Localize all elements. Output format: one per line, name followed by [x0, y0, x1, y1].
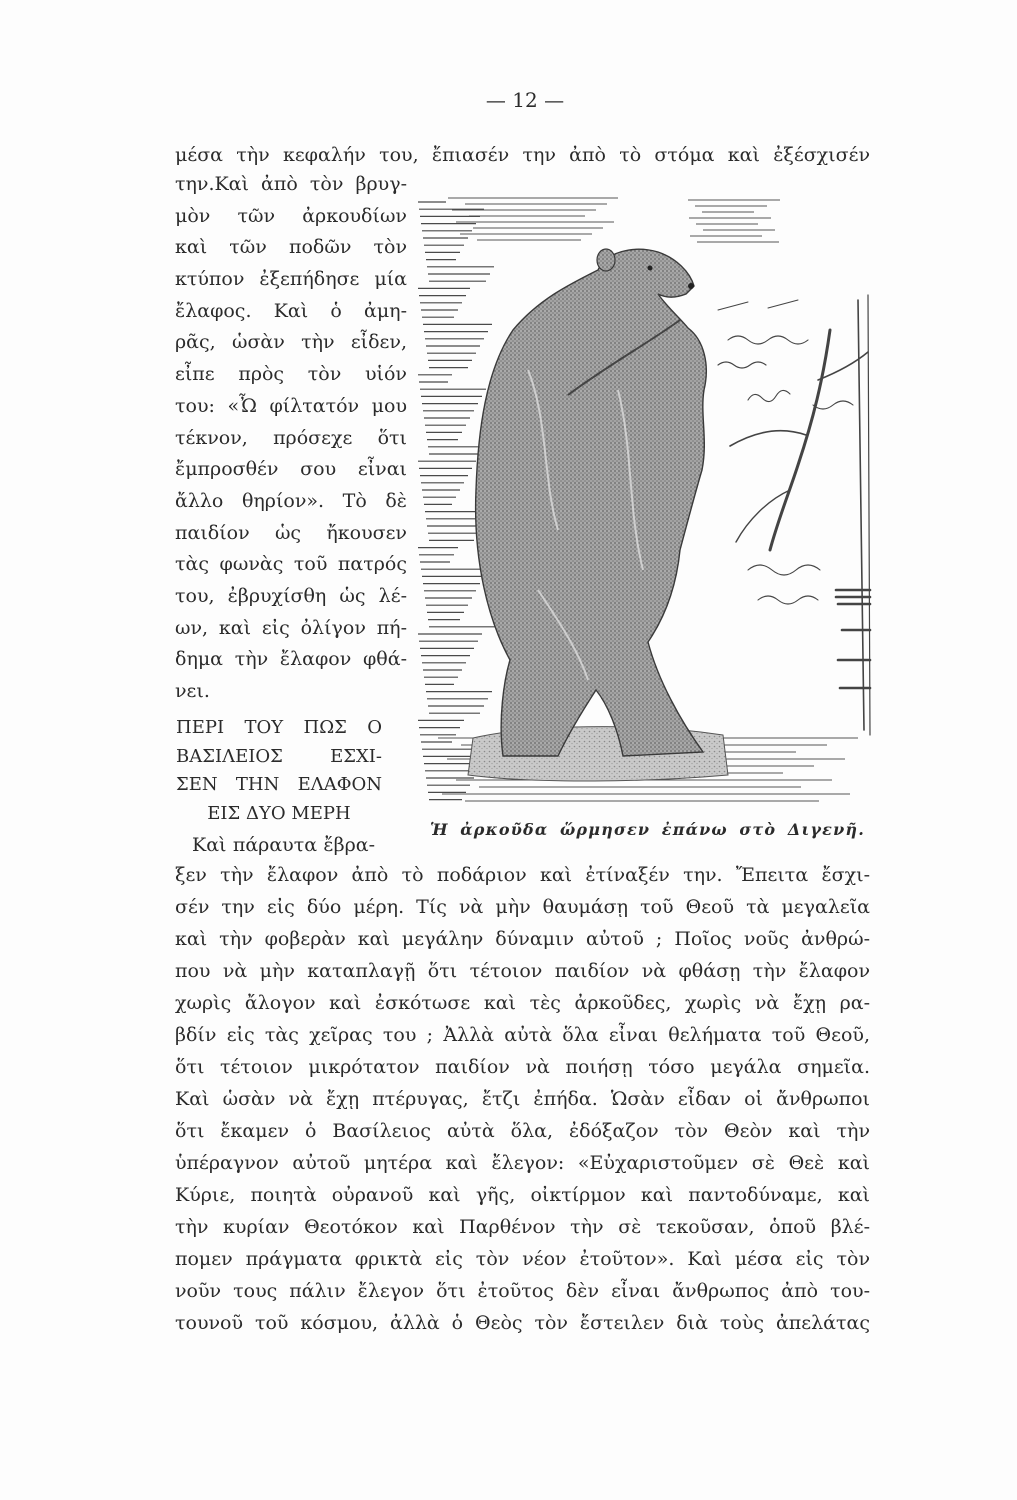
text-line: ξεν τὴν ἔλαφον ἀπὸ τὸ ποδάριον καὶ ἐτίναξέν την. Ἔπειτα ἔσχι- [175, 864, 870, 886]
text-line: ὅτι τέτοιον μικρότατον παιδίον νὰ ποιήσῃ τόσο μεγάλα σημεῖα. [175, 1056, 870, 1078]
text-line: ρᾶς, ὡσὰν τὴν εἶδεν, [175, 331, 407, 354]
body-text-block [175, 859, 870, 1339]
text-line: ἔλαφος. Καὶ ὁ ἀμη- [175, 299, 407, 322]
text-line: τουνοῦ τοῦ κόσμου, ἀλλὰ ὁ Θεὸς τὸν ἔστειλεν διὰ τοὺς ἀπελάτας [175, 1312, 870, 1334]
text-line: καὶ τὴν φοβερὰν καὶ μεγάλην δύναμιν αὐτοῦ ; Ποῖος νοῦς ἀνθρώ- [175, 928, 870, 950]
text-line: ὑπέραγνον αὐτοῦ μητέρα καὶ ἔλεγον: «Εὐχαριστοῦμεν σὲ Θεὲ καὶ [175, 1152, 870, 1174]
text-line: Κύριε, ποιητὰ οὐρανοῦ καὶ γῆς, οἰκτίρμον καὶ παντοδύναμε, καὶ [175, 1184, 870, 1206]
text-line: την.Καὶ ἀπὸ τὸν βρυγ- [175, 173, 407, 195]
text-line: τὴν κυρίαν Θεοτόκον καὶ Παρθένον τὴν σὲ τεκοῦσαν, ὁποῦ βλέ- [175, 1216, 870, 1238]
figure-caption: Ἡ ἀρκοῦδα ὥρμησεν ἐπάνω στὸ Διγενῆ. [430, 820, 865, 839]
bear-ear [597, 249, 615, 271]
text-line: καὶ τῶν ποδῶν τὸν [175, 236, 407, 259]
trees-foliage [718, 295, 870, 735]
text-line: πομεν πράγματα φρικτὰ εἰς τὸν νέον ἐτοῦτον». Καὶ μέσα εἰς τὸν [175, 1248, 870, 1270]
text-line: νει. [175, 680, 210, 702]
heading-line: ΒΑΣΙΛΕΙΟΣ ΕΣΧΙ- [176, 745, 382, 767]
bear-figure [476, 249, 707, 756]
left-text-column [175, 169, 407, 708]
text-line: χωρὶς ἄλογον καὶ ἐσκότωσε καὶ τὲς ἀρκοῦδες, χωρὶς νὰ ἔχῃ ρα- [175, 992, 870, 1014]
heading-line: ΠΕΡΙ ΤΟΥ ΠΩΣ Ο [176, 717, 382, 738]
text-line: παιδίον ὡς ἤκουσεν [175, 521, 407, 544]
text-line: νοῦν τους πάλιν ἔλεγον ὅτι ἐτοῦτος δὲν εἶναι ἄνθρωπος ἀπὸ του- [175, 1280, 870, 1302]
text-line: δημα τὴν ἔλαφον φθά- [175, 648, 407, 671]
heading-line: ΣΕΝ ΤΗΝ ΕΛΑΦΟΝ [176, 774, 382, 795]
text-line: ἔμπροσθέν σου εἶναι [175, 458, 407, 481]
text-line: τέκνον, πρόσεχε ὅτι [175, 426, 407, 449]
bear-eye [648, 266, 653, 271]
text-line: κτύπον ἐξεπήδησε μία [175, 268, 407, 291]
text-line: ἄλλο θηρίον». Τὸ δὲ [175, 489, 407, 512]
sky-hatching [448, 198, 780, 242]
paragraph-start-line: Καὶ πάραυτα ἔβρα- [192, 834, 375, 856]
text-line: μέσα τὴν κεφαλήν του, ἔπιασέν την ἀπὸ τὸ στόμα καὶ ἐξέσχισέν [175, 144, 870, 166]
text-line: σέν την εἰς δύο μέρη. Τίς νὰ μὴν θαυμάσῃ τοῦ Θεοῦ τὰ μεγαλεῖα [175, 896, 870, 918]
bear-illustration [418, 190, 873, 815]
heading-line: ΕΙΣ ΔΥΟ ΜΕΡΗ [207, 802, 351, 824]
section-heading [176, 714, 382, 828]
text-line: του: «Ὦ φίλτατόν μου [175, 394, 407, 417]
text-line: εἶπε πρὸς τὸν υἱόν [175, 363, 407, 386]
text-line: τὰς φωνὰς τοῦ πατρός [175, 553, 407, 576]
page-number: — 12 — [485, 88, 565, 112]
top-text-line [175, 139, 870, 171]
text-line: που νὰ μὴν καταπλαγῇ ὅτι τέτοιον παιδίον νὰ φθάσῃ τὴν ἔλαφον [175, 960, 870, 982]
text-line: μὸν τῶν ἀρκουδίων [175, 204, 407, 227]
text-line: ων, καὶ εἰς ὀλίγον πή- [175, 616, 407, 639]
text-line: βδίν εἰς τὰς χεῖρας του ; Ἀλλὰ αὐτὰ ὅλα εἶναι θελήματα τοῦ Θεοῦ, [175, 1024, 870, 1046]
text-line: ὅτι ἔκαμεν ὁ Βασίλειος αὐτὰ ὅλα, ἐδόξαζον τὸν Θεὸν καὶ τὴν [175, 1120, 870, 1142]
text-line: του, ἐβρυχίσθη ὡς λέ- [175, 584, 407, 607]
bear-nose [688, 283, 694, 289]
text-line: Καὶ ὡσὰν νὰ ἔχῃ πτέρυγας, ἔτζι ἐπήδα. Ὡσὰν εἶδαν οἱ ἄνθρωποι [175, 1088, 870, 1110]
